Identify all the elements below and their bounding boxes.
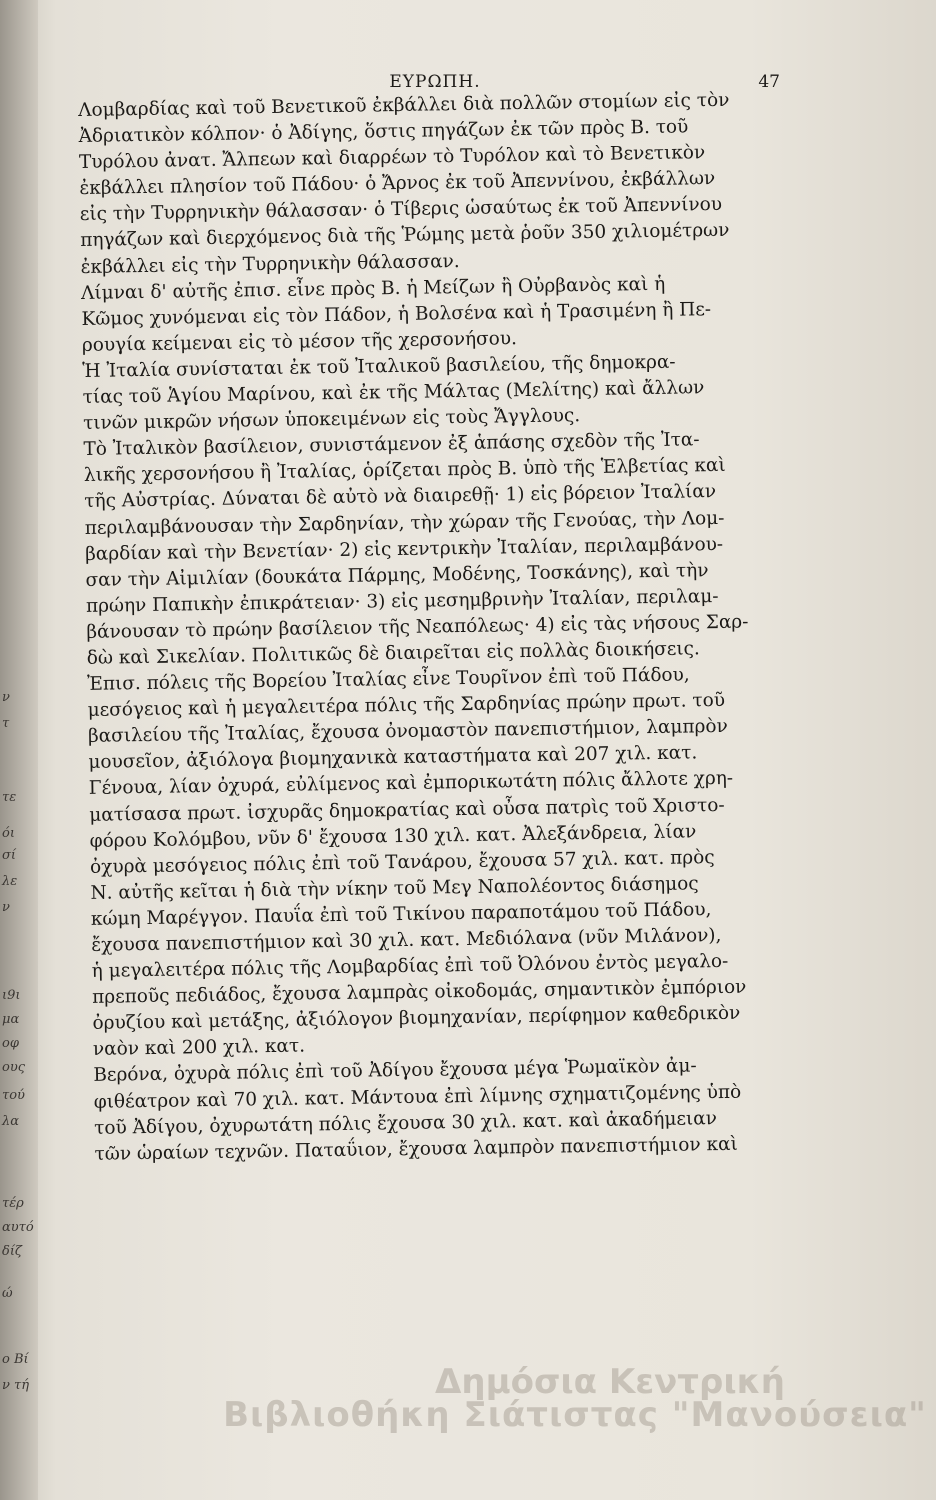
gutter-fragment: ους xyxy=(2,1060,26,1075)
text-line: Ἐπισ. πόλεις τῆς Βορείου Ἰταλίας εἶνε Τουρῖνον ἐπὶ τοῦ Πάδου, xyxy=(87,664,690,695)
text-line: ἔχουσα πανεπιστήμιον καὶ 30 χιλ. κατ. Μεδιόλανα (νῦν Μιλάνον), xyxy=(91,924,722,956)
text-line: Ν. αὐτῆς κεῖται ἡ διὰ τὴν νίκην τοῦ Μεγ Ναπολέοντος διάσημος xyxy=(90,873,699,904)
text-line: δὼ καὶ Σικελίαν. Πολιτικῶς δὲ διαιρεῖται εἰς πολλὰς διοικήσεις. xyxy=(86,638,700,669)
text-line: ὀρυζίου καὶ μετάξης, ἀξιόλογον βιομηχανίαν, περίφημον καθεδρικὸν xyxy=(92,1002,741,1035)
gutter-fragment: οφ xyxy=(2,1036,19,1051)
text-line: βάνουσαν τὸ πρώην βασίλειον τῆς Νεαπόλεως· 4) εἰς τὰς νήσους Σαρ- xyxy=(86,611,749,643)
gutter-fragment: ν τή xyxy=(2,1378,30,1393)
text-line: βασιλείου τῆς Ἰταλίας, ἔχουσα ὀνομαστὸν πανεπιστήμιον, λαμπρὸν xyxy=(87,716,728,748)
text-line: λικῆς χερσονήσου ἢ Ἰταλίας, ὁρίζεται πρὸς Β. ὑπὸ τῆς Ἑλβετίας καὶ xyxy=(83,455,726,487)
text-line: μεσόγειος καὶ ἡ μεγαλειτέρα πόλις τῆς Σαρδηνίας πρώην πρωτ. τοῦ xyxy=(87,690,726,722)
gutter-fragment: όι xyxy=(2,826,15,841)
text-line: Γένουα, λίαν ὀχυρά, εὐλίμενος καὶ ἐμπορικωτάτη πόλις ἄλλοτε χρη- xyxy=(88,768,734,800)
text-line: πρεποῦς πεδιάδος, ἔχουσα λαμπρὰς οἰκοδομάς, σημαντικὸν ἐμπόριον xyxy=(91,976,747,1009)
gutter-fragment: τού xyxy=(2,1088,25,1103)
text-line: Τὸ Ἰταλικὸν βασίλειον, συνιστάμενον ἐξ ἁπάσης σχεδὸν τῆς Ἰτα- xyxy=(83,429,700,461)
text-line: τῶν ὡραίων τεχνῶν. Παταΰιον, ἔχουσα λαμπρὸν πανεπιστήμιον καὶ xyxy=(94,1133,738,1165)
text-line: τινῶν μικρῶν νήσων ὑποκειμένων εἰς τοὺς Ἄγγλους. xyxy=(82,405,581,435)
text-line: Ἀδριατικὸν κόλπον· ὁ Ἀδίγης, ὅστις πηγάζων ἐκ τῶν πρὸς Β. τοῦ xyxy=(78,116,689,148)
gutter-fragment: τε xyxy=(2,790,17,805)
gutter-fragment: τ xyxy=(2,716,10,731)
text-line: φιθέατρον καὶ 70 χιλ. κατ. Μάντουα ἐπὶ λίμνης σχηματιζομένης ὑπὸ xyxy=(93,1081,742,1113)
gutter-fragment: ν xyxy=(2,690,10,705)
text-line: Λίμναι δ' αὐτῆς ἐπισ. εἶνε πρὸς Β. ἡ Μείζων ἢ Οὐρβανὸς καὶ ἡ xyxy=(80,273,666,304)
gutter-fragment: ν xyxy=(2,900,10,915)
library-watermark-line-1: Δημόσια Κεντρική xyxy=(435,1362,785,1402)
gutter-fragment: τέρ xyxy=(2,1196,24,1211)
text-line: ρουγία κείμεναι εἰς τὸ μέσον τῆς χερσονήσου. xyxy=(81,327,518,356)
running-title: ΕΥΡΩΠΗ. xyxy=(389,72,481,92)
text-line: κώμη Μαρέγγον. Παυΐα ἐπὶ τοῦ Τικίνου παραποτάμου τοῦ Πάδου, xyxy=(90,899,712,930)
text-line: περιλαμβάνουσαν τὴν Σαρδηνίαν, τὴν χώραν τῆς Γενούας, τὴν Λομ- xyxy=(84,507,725,539)
text-line: ἡ μεγαλειτέρα πόλις τῆς Λομβαρδίας ἐπὶ τοῦ Ὀλόνου ἐντὸς μεγαλο- xyxy=(91,950,729,982)
text-line: ναὸν καὶ 200 χιλ. κατ. xyxy=(92,1035,306,1061)
facing-page-gutter xyxy=(0,0,38,1500)
body-text xyxy=(78,87,815,1168)
gutter-fragment: ο Βί xyxy=(2,1352,29,1367)
text-line: πρώην Παπικὴν ἐπικράτειαν· 3) εἰς μεσημβρινὴν Ἰταλίαν, περιλαμ- xyxy=(85,585,719,617)
gutter-fragment: σί xyxy=(2,848,16,863)
text-line: Κῶμος χυνόμεναι εἰς τὸν Πάδον, ἡ Βολσένα καὶ ἡ Τρασιμένη ἢ Πε- xyxy=(81,298,712,330)
text-line: Ἡ Ἰταλία συνίσταται ἐκ τοῦ Ἰταλικοῦ βασιλείου, τῆς δημοκρα- xyxy=(82,351,676,382)
text-line: ἐκβάλλει εἰς τὴν Τυρρηνικὴν θάλασσαν. xyxy=(80,250,460,278)
text-line: τῆς Αὐστρίας. Δύναται δὲ αὐτὸ νὰ διαιρεθῇ· 1) εἰς βόρειον Ἰταλίαν xyxy=(84,481,717,513)
text-line: ἐκβάλλει πλησίον τοῦ Πάδου· ὁ Ἄρνος ἐκ τοῦ Ἀπεννίνου, ἐκβάλλων xyxy=(79,168,716,200)
gutter-fragment: λε xyxy=(2,874,18,889)
text-line: μουσεῖον, ἀξιόλογα βιομηχανικὰ καταστήματα καὶ 207 χιλ. κατ. xyxy=(88,742,698,774)
gutter-fragment: δίζ xyxy=(2,1244,22,1259)
gutter-fragment: αυτό xyxy=(2,1220,34,1235)
text-line: Λομβαρδίας καὶ τοῦ Βενετικοῦ ἐκβάλλει διὰ πολλῶν στομίων εἰς τὸν xyxy=(78,89,730,121)
page-number: 47 xyxy=(758,72,780,92)
text-line: φόρου Κολόμβου, νῦν δ' ἔχουσα 130 χιλ. κατ. Ἀλεξάνδρεια, λίαν xyxy=(89,821,697,852)
text-line: σαν τὴν Αἰμιλίαν (δουκάτα Πάρμης, Μοδένης, Τοσκάνης), καὶ τὴν xyxy=(85,559,709,591)
text-line: βαρδίαν καὶ τὴν Βενετίαν· 2) εἰς κεντρικὴν Ἰταλίαν, περιλαμβάνου- xyxy=(84,533,724,565)
text-line: Βερόνα, ὀχυρὰ πόλις ἐπὶ τοῦ Ἀδίγου ἔχουσα μέγα Ῥωμαϊκὸν ἀμ- xyxy=(93,1055,697,1087)
library-watermark-line-2: Βιβλιοθήκη Σιάτιστας "Μανούσεια" xyxy=(223,1395,927,1435)
gutter-fragment: λα xyxy=(2,1114,20,1129)
text-line: τίας τοῦ Ἁγίου Μαρίνου, καὶ ἐκ τῆς Μάλτας (Μελίτης) καὶ ἄλλων xyxy=(82,377,705,408)
text-line: Τυρόλου ἀνατ. Ἄλπεων καὶ διαρρέων τὸ Τυρόλον καὶ τὸ Βενετικὸν xyxy=(78,142,706,174)
gutter-fragment: μα xyxy=(2,1012,20,1027)
text-line: εἰς τὴν Τυρρηνικὴν θάλασσαν· ὁ Τίβερις ὡσαύτως ἐκ τοῦ Ἀπεννίνου xyxy=(79,194,723,226)
gutter-fragment: ι9ι xyxy=(2,988,21,1003)
text-line: τοῦ Ἀδίγου, ὀχυρωτάτη πόλις ἔχουσα 30 χιλ. κατ. καὶ ἀκαδήμειαν xyxy=(94,1107,718,1139)
text-line: ματίσασα πρωτ. ἰσχυρᾶς δημοκρατίας καὶ οὖσα πατρὶς τοῦ Χριστο- xyxy=(89,794,725,826)
text-line: πηγάζων καὶ διερχόμενος διὰ τῆς Ῥώμης μετὰ ῥοῦν 350 χιλιομέτρων xyxy=(80,220,730,252)
text-line: ὀχυρὰ μεσόγειος πόλις ἐπὶ τοῦ Τανάρου, ἔχουσα 57 χιλ. κατ. πρὸς xyxy=(89,846,715,878)
gutter-fragment: ώ xyxy=(2,1286,13,1301)
